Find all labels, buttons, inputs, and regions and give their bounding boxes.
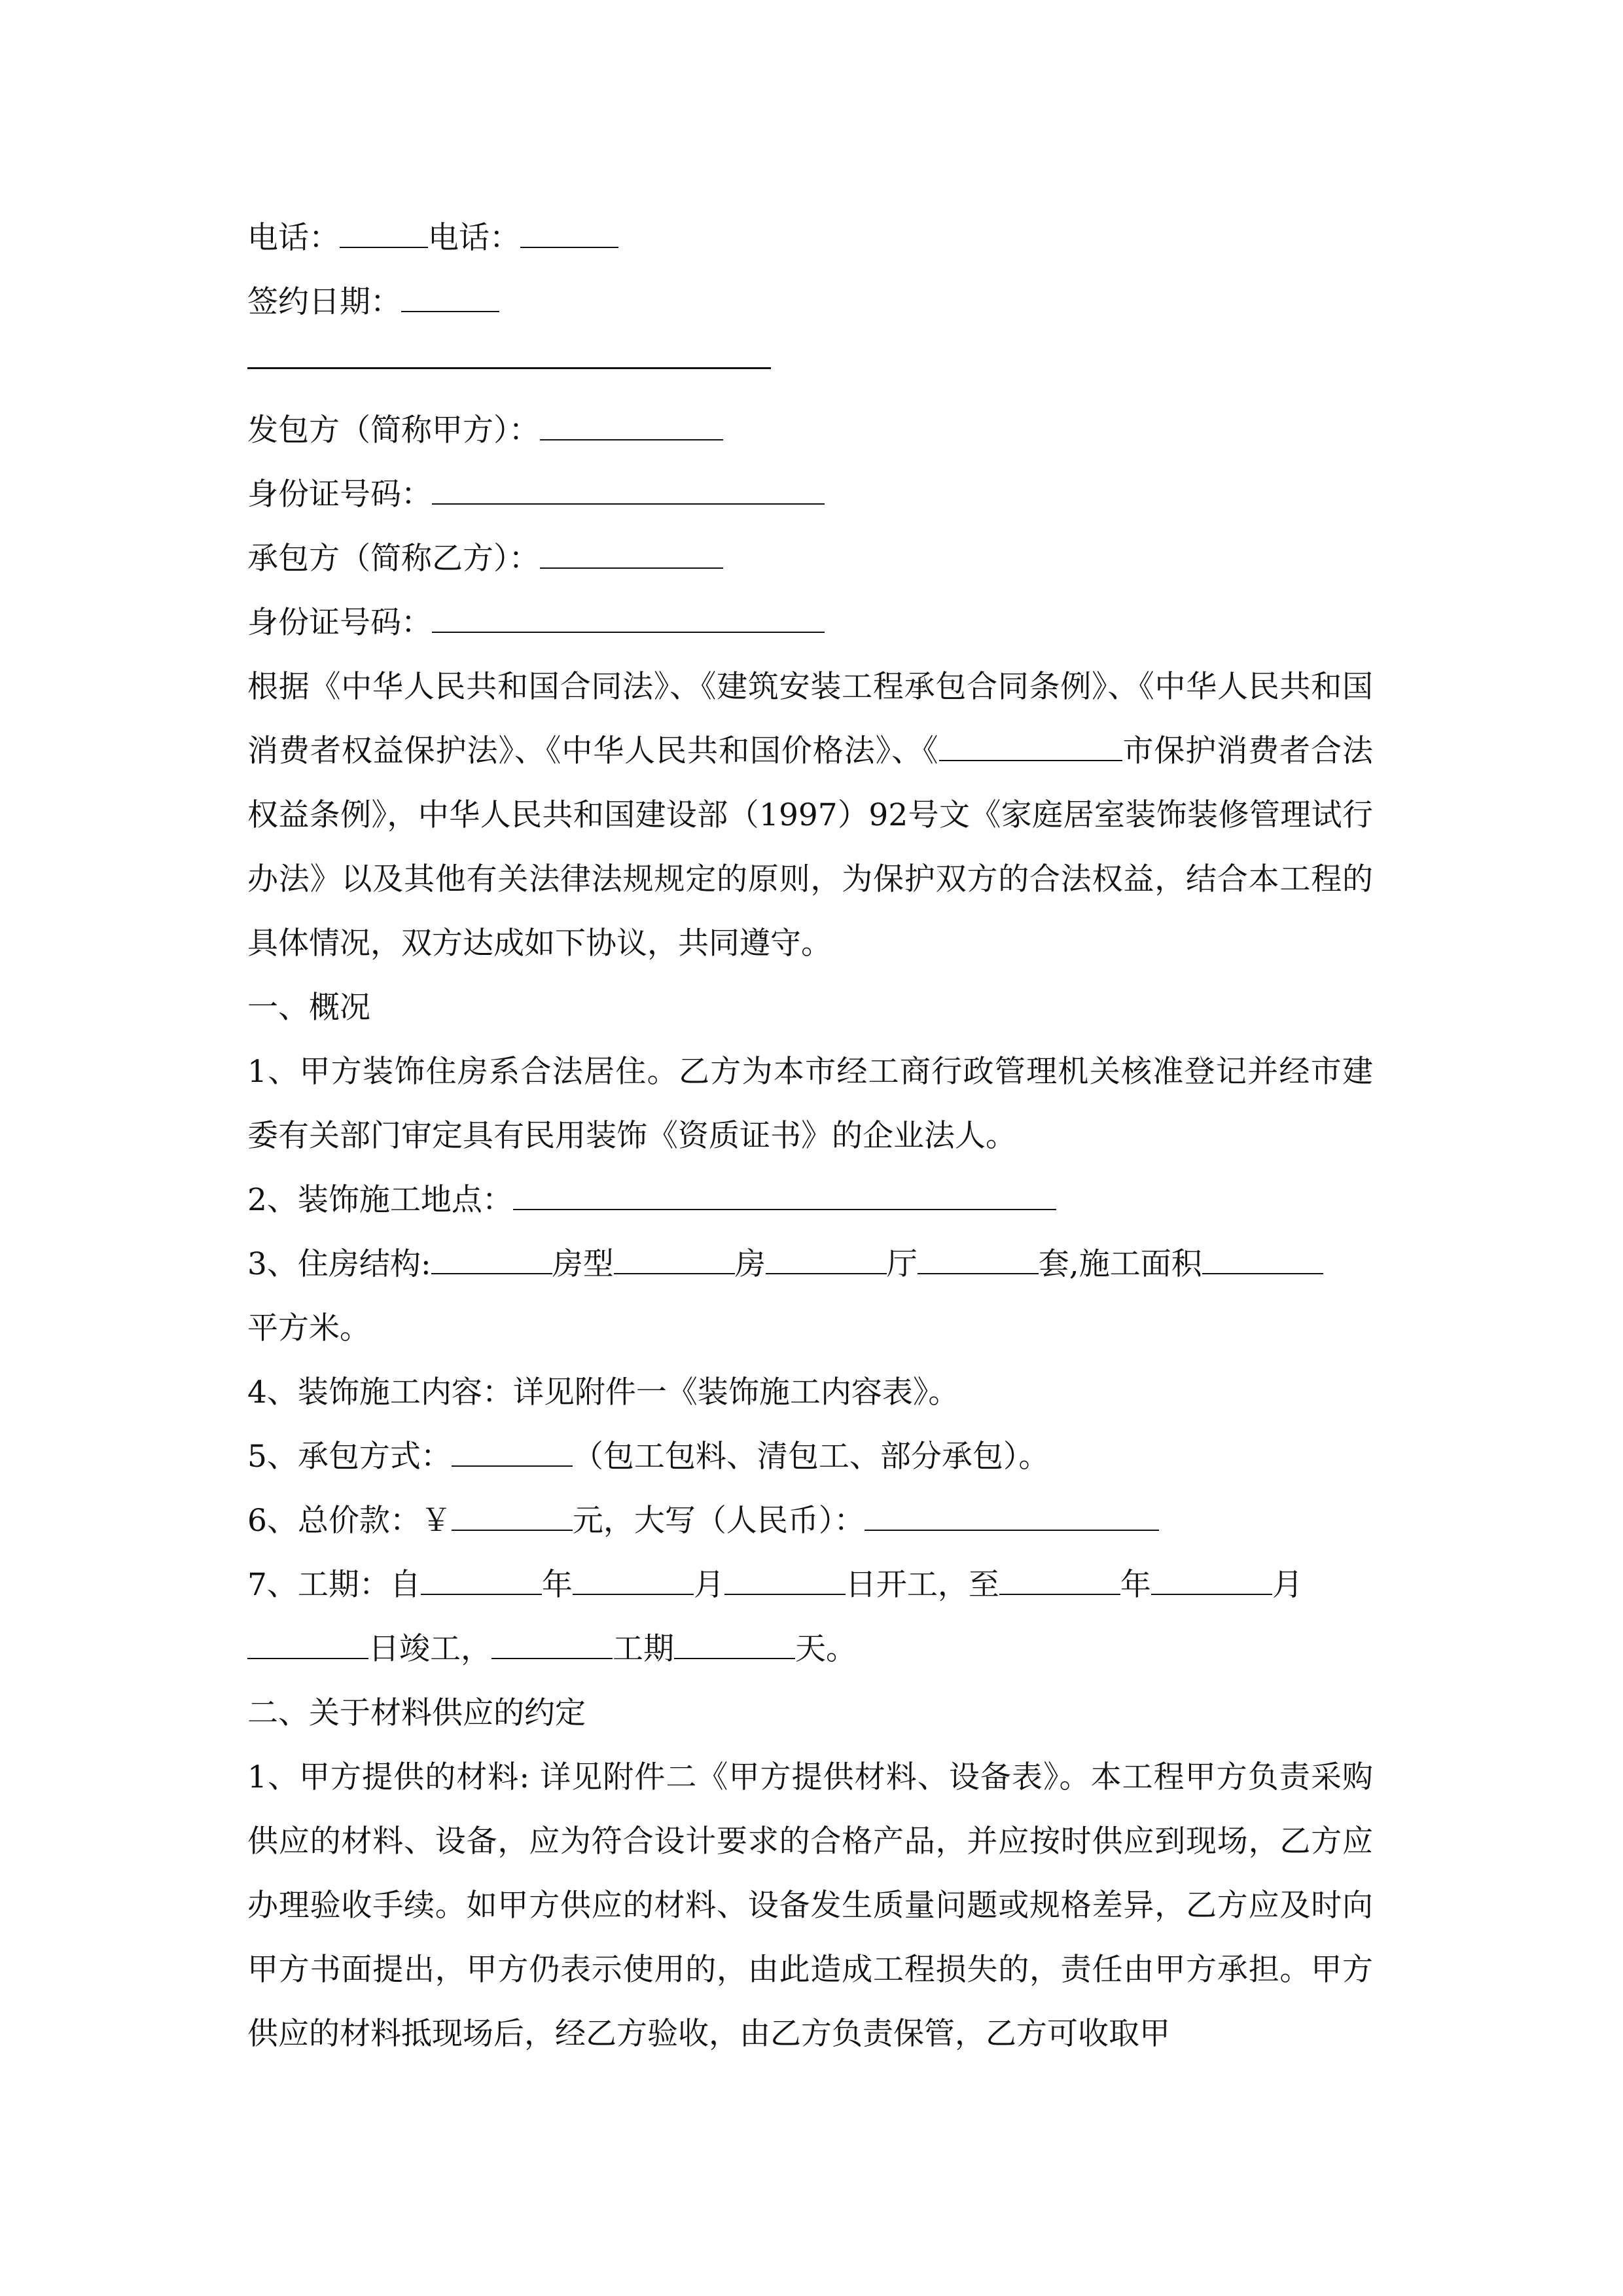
contractor-label: 承包方（简称乙方）：: [247, 541, 540, 577]
section2-item1: 1、甲方提供的材料: 详见附件二《甲方提供材料、设备表》。本工程甲方负责采购供应的材料、设备，应为符合设计要求的合格产品，并应按时供应到现场，乙方应办理验收手续。如甲方供应的材料、设备发生质量问题或规格差异，乙方应及时向甲方书面提出，甲方仍表示使用的，由此造成工程损失的，责任由甲方承担。甲方供应的材料抵现场后，经乙方验收，由乙方负责保管，乙方可收取甲: [247, 1759, 1373, 2052]
start-month-blank[interactable]: [573, 1556, 694, 1595]
total-price-yuan: 元，大写（人民币）：: [572, 1503, 865, 1539]
section1-item3: [247, 1232, 1373, 1297]
employer-id-blank[interactable]: [432, 465, 825, 505]
section1-item7: [247, 1553, 1373, 1617]
section1-item4: 4、装饰施工内容：详见附件一《装饰施工内容表》。: [247, 1374, 959, 1410]
section1-item2: [247, 1168, 1373, 1232]
section1-title: 一、概况: [247, 990, 370, 1026]
contract-mode-label: 5、承包方式：: [247, 1439, 452, 1475]
start-year-label: 年: [541, 1567, 573, 1603]
end-day-blank[interactable]: [247, 1620, 368, 1659]
contractor-id-blank[interactable]: [432, 594, 825, 633]
preamble-paragraph: [247, 655, 1373, 976]
phone-line: [247, 206, 1373, 270]
total-price-blank[interactable]: [452, 1492, 573, 1531]
contractor-line: [247, 527, 1373, 591]
section2-title: 二、关于材料供应的约定: [247, 1695, 586, 1731]
phone-label-contractor: 电话：: [428, 220, 520, 256]
employer-id-line: [247, 463, 1373, 527]
area-blank[interactable]: [1202, 1235, 1323, 1274]
house-type-blank[interactable]: [614, 1235, 735, 1274]
structure-blank[interactable]: [431, 1235, 552, 1274]
set-label: 套,施工面积: [1038, 1246, 1202, 1282]
employer-label: 发包方（简称甲方）：: [247, 412, 540, 448]
phone-blank-employer[interactable]: [340, 209, 428, 248]
section1-item3-unit: 平方米。: [247, 1310, 370, 1346]
total-price-label: 6、总价款：￥: [247, 1503, 452, 1539]
contract-mode-blank[interactable]: [452, 1427, 573, 1467]
employer-blank[interactable]: [540, 401, 723, 440]
separator-rule: [247, 334, 1373, 399]
contractor-id-line: [247, 591, 1373, 655]
start-year-blank[interactable]: [421, 1556, 542, 1595]
phone-blank-contractor[interactable]: [520, 209, 618, 248]
hall-blank[interactable]: [918, 1235, 1039, 1274]
separator-bar: [247, 367, 771, 369]
period-label: 7、工期：自: [247, 1567, 421, 1603]
employer-line: [247, 399, 1373, 463]
section1-item6: [247, 1489, 1373, 1553]
section1-item7-cont: [247, 1617, 1373, 1681]
days-label: 天。: [795, 1631, 857, 1667]
end-year-blank[interactable]: [999, 1556, 1120, 1595]
start-month-label: 月: [693, 1567, 724, 1603]
house-type-label: 房型: [552, 1246, 614, 1282]
contractor-id-label: 身份证号码：: [247, 605, 432, 641]
preamble-part1: 根据《中华人民共和国合同法》、《建筑安装工程承包合同条例》、《中华人民共和国消费者权益保护法》、《中华人民共和国价格法》、《: [247, 669, 1373, 769]
room-blank[interactable]: [766, 1235, 887, 1274]
sign-date-label: 签约日期：: [247, 284, 401, 320]
duration-prefix-blank[interactable]: [491, 1620, 613, 1659]
document-body: [247, 206, 1373, 2066]
sign-date-blank[interactable]: [401, 273, 499, 312]
duration-label: 工期: [613, 1631, 674, 1667]
section1-item5: [247, 1425, 1373, 1489]
preamble-part2: 市保护消费者合法权益条例》，中华人民共和国建设部（1997）92号文《家庭居室装饰装修管理试行办法》以及其他有关法律法规规定的原则，为保护双方的合法权益，结合本工程的具体情况，双方达成如下协议，共同遵守。: [247, 733, 1373, 961]
phone-label-employer: 电话：: [247, 220, 340, 256]
employer-id-label: 身份证号码：: [247, 476, 432, 512]
sign-date-line: [247, 270, 1373, 334]
site-blank[interactable]: [513, 1171, 1056, 1210]
contract-mode-options: （包工包料、清包工、部分承包）。: [572, 1439, 1050, 1475]
room-label: 房: [734, 1246, 766, 1282]
structure-label: 3、住房结构:: [247, 1246, 431, 1282]
end-month-blank[interactable]: [1151, 1556, 1272, 1595]
hall-label: 厅: [886, 1246, 918, 1282]
end-month-label: 月: [1272, 1567, 1303, 1603]
start-day-blank[interactable]: [724, 1556, 846, 1595]
city-blank[interactable]: [939, 722, 1122, 761]
section1-item1: 1、甲方装饰住房系合法居住。乙方为本市经工商行政管理机关核准登记并经市建委有关部门审定具有民用装饰《资质证书》的企业法人。: [247, 1054, 1373, 1154]
duration-days-blank[interactable]: [674, 1620, 795, 1659]
site-label: 2、装饰施工地点：: [247, 1182, 513, 1218]
total-price-words-blank[interactable]: [865, 1492, 1159, 1531]
end-day-label: 日竣工，: [368, 1631, 491, 1667]
contractor-blank[interactable]: [540, 529, 723, 569]
end-year-label: 年: [1120, 1567, 1151, 1603]
start-day-label: 日开工，至: [845, 1567, 999, 1603]
